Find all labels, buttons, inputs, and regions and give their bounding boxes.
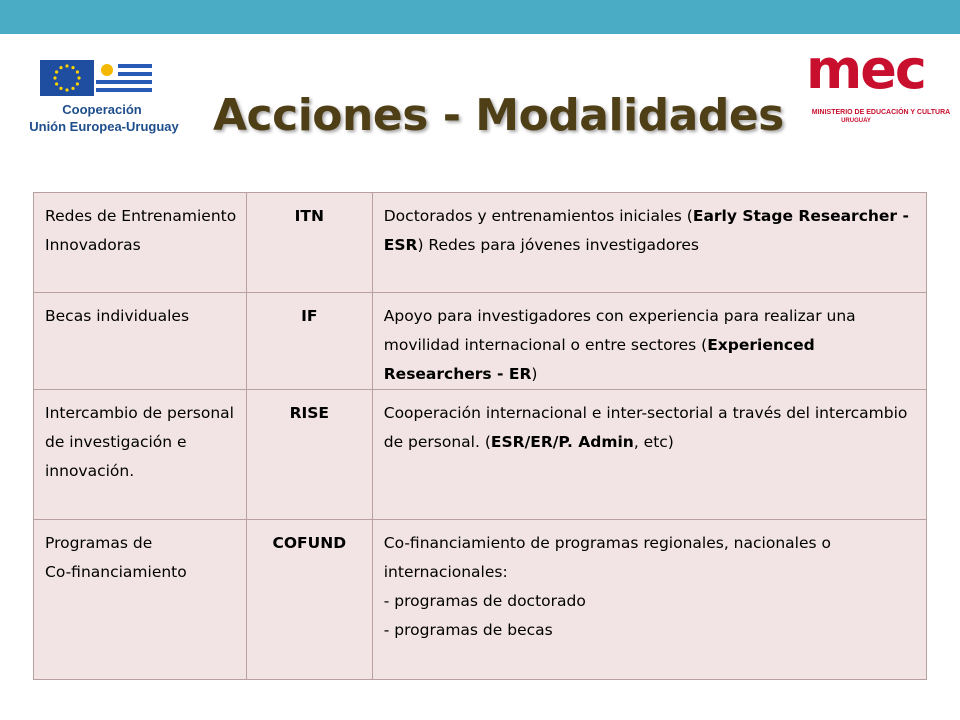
logo-caption-cooperacion: Cooperación bbox=[62, 102, 142, 117]
description-bold-text: Early Stage Researcher - ESR bbox=[383, 207, 909, 254]
action-name-line: Programas de bbox=[45, 534, 153, 552]
page-title: Acciones - Modalidades bbox=[213, 90, 784, 141]
eu-uruguay-flags-icon bbox=[40, 60, 152, 96]
table-row bbox=[34, 293, 927, 390]
logo-caption-union: Unión Europea-Uruguay bbox=[29, 119, 179, 134]
mec-logo-country: URUGUAY bbox=[841, 118, 871, 124]
action-name-line: Co-financiamiento bbox=[45, 563, 187, 581]
action-acronym-cell: ITN bbox=[246, 193, 372, 293]
eu-uruguay-cooperation-logo bbox=[22, 56, 179, 140]
description-bold-text: ESR/ER/P. Admin bbox=[490, 433, 634, 451]
description-text: Cooperación internacional e inter-sectorial a través del intercambio de personal. ( bbox=[383, 404, 908, 451]
mec-logo-ministry: MINISTERIO DE EDUCACIÓN Y CULTURA bbox=[811, 109, 951, 116]
description-bullet-line: - programas de becas bbox=[383, 621, 553, 639]
description-bold-text: Experienced Researchers - ER bbox=[383, 336, 815, 383]
action-name-cell: Intercambio de personal de investigación e innovación. bbox=[34, 390, 247, 520]
action-name-cell bbox=[34, 520, 247, 680]
table-row bbox=[34, 193, 927, 293]
actions-modalities-table bbox=[33, 192, 927, 680]
action-name-cell: Becas individuales bbox=[34, 293, 247, 390]
action-description-cell bbox=[372, 520, 926, 680]
description-text: ) Redes para jóvenes investigadores bbox=[417, 236, 699, 254]
description-text: , etc) bbox=[633, 433, 674, 451]
action-description-cell bbox=[372, 193, 926, 293]
description-bullet-line: - programas de doctorado bbox=[383, 592, 586, 610]
action-description-cell bbox=[372, 293, 926, 390]
description-text: ) bbox=[531, 365, 538, 383]
action-name-cell: Redes de Entrenamiento Innovadoras bbox=[34, 193, 247, 293]
mec-logo bbox=[806, 38, 956, 135]
action-description-cell bbox=[372, 390, 926, 520]
description-text: Doctorados y entrenamientos iniciales ( bbox=[383, 207, 693, 225]
description-text: Apoyo para investigadores con experiencia para realizar una movilidad internacional o entre sectores ( bbox=[383, 307, 856, 354]
action-acronym-cell: COFUND bbox=[246, 520, 372, 680]
top-accent-bar bbox=[0, 0, 960, 34]
description-line: Co-financiamiento de programas regionales, nacionales o internacionales: bbox=[383, 534, 831, 581]
action-acronym-cell: IF bbox=[246, 293, 372, 390]
mec-logo-word: mec bbox=[806, 38, 925, 101]
action-acronym-cell: RISE bbox=[246, 390, 372, 520]
table-row bbox=[34, 390, 927, 520]
table-row bbox=[34, 520, 927, 680]
